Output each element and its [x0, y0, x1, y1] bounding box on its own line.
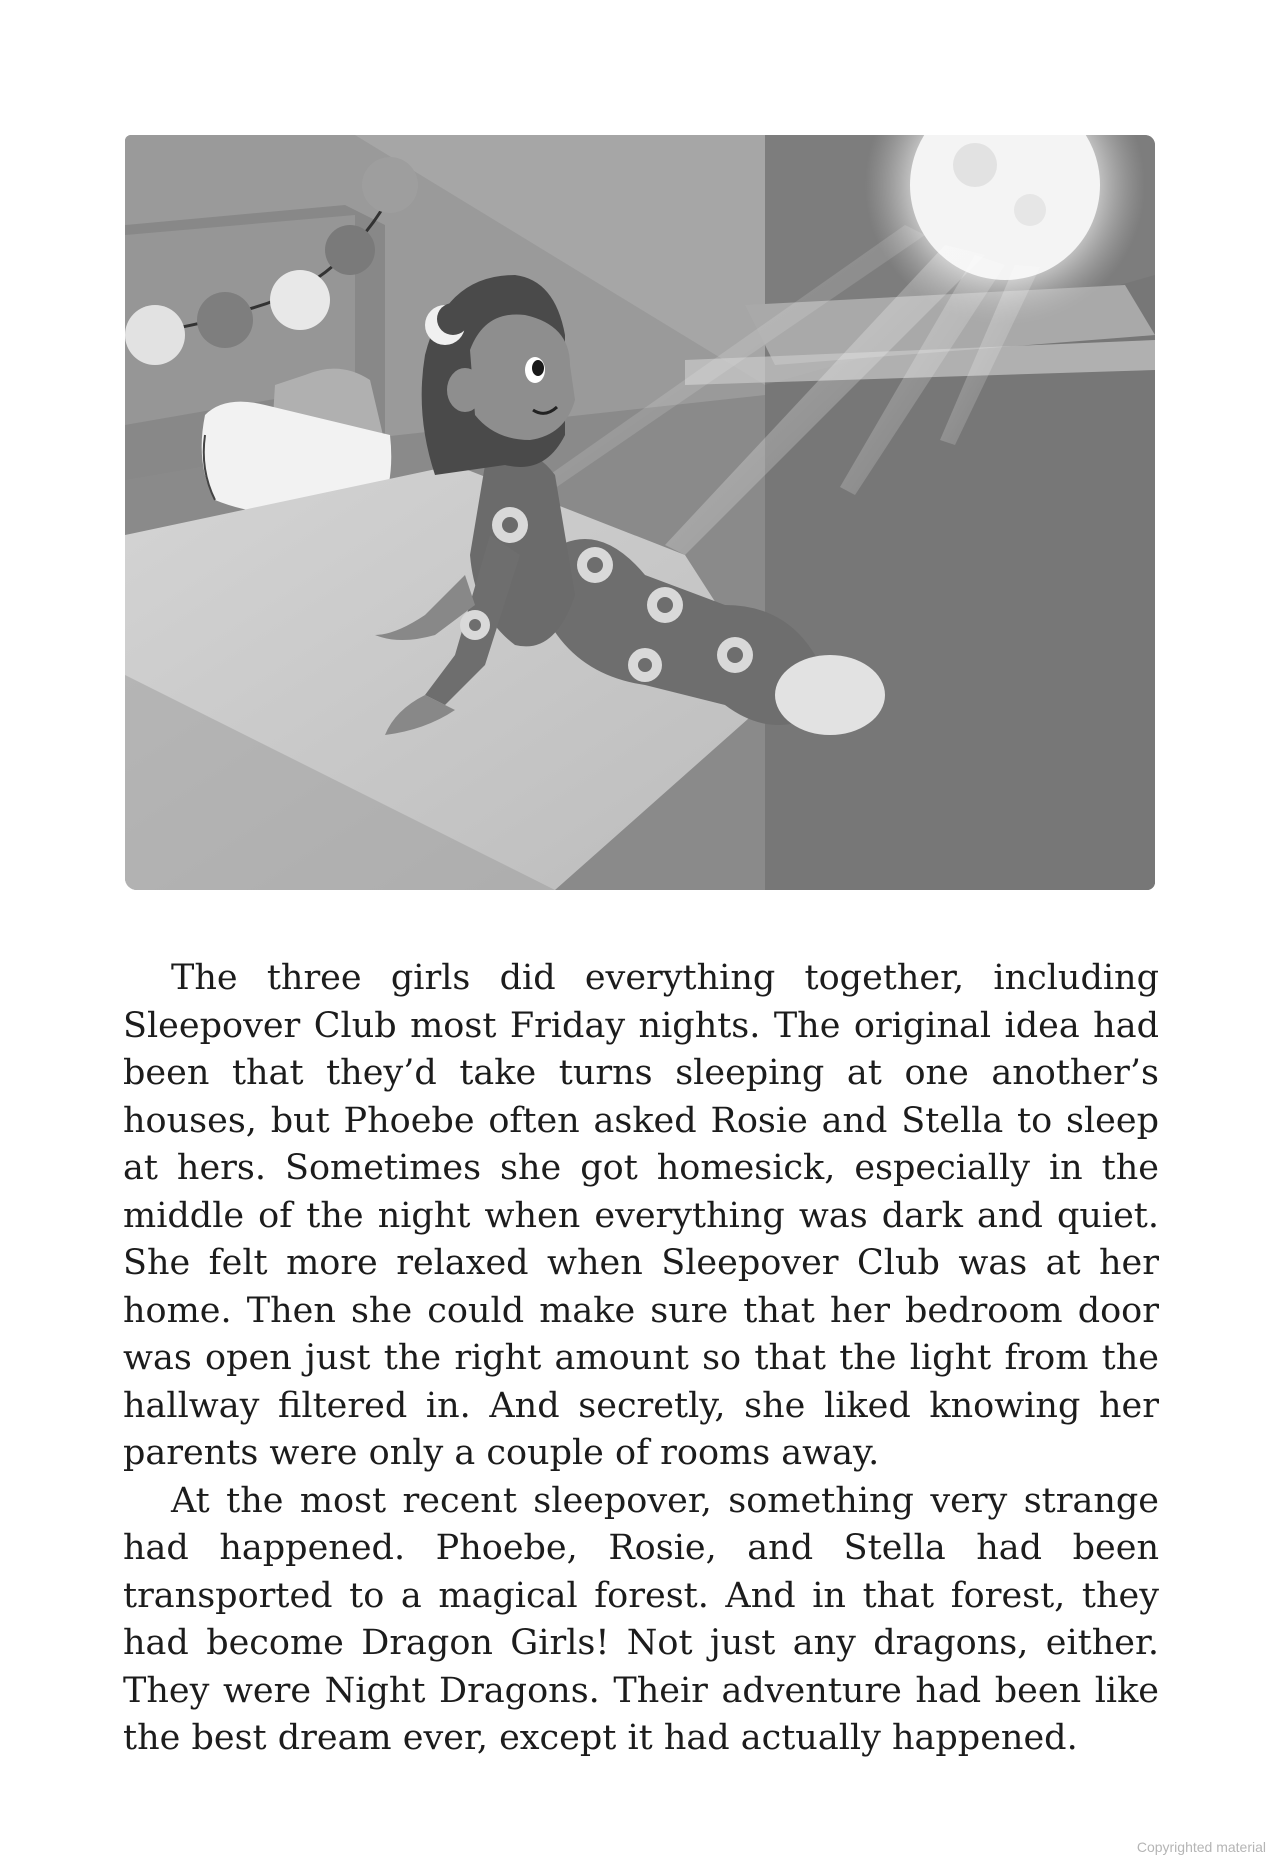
- girl-on-bed-moonlight-illustration: [125, 135, 1155, 890]
- body-text: [123, 955, 1159, 1763]
- copyright-watermark: Copyrighted material: [1136, 1839, 1266, 1855]
- paragraph: At the most recent sleepover, something very strange had happened. Phoebe, Rosie, and Stella had been transported to a magical forest. And in that forest, they had become Dragon Girls! Not just any dragons, either. They were Night Dragons. Their adventure had been like the best dream ever, except it had actually happened.: [123, 1480, 1159, 1758]
- paragraph: The three girls did everything together, including Sleepover Club most Friday nights. The original idea had been that they’d take turns sleeping at one another’s houses, but Phoebe often asked Rosie and Stella to sleep at hers. Sometimes she got homesick, especially in the middle of the night when everything was dark and quiet. She felt more relaxed when Sleepover Club was at her home. Then she could make sure that her bedroom door was open just the right amount so that the light from the hallway filtered in. And secretly, she liked knowing her parents were only a couple of rooms away.: [123, 958, 1159, 1473]
- illustration: [125, 135, 1155, 890]
